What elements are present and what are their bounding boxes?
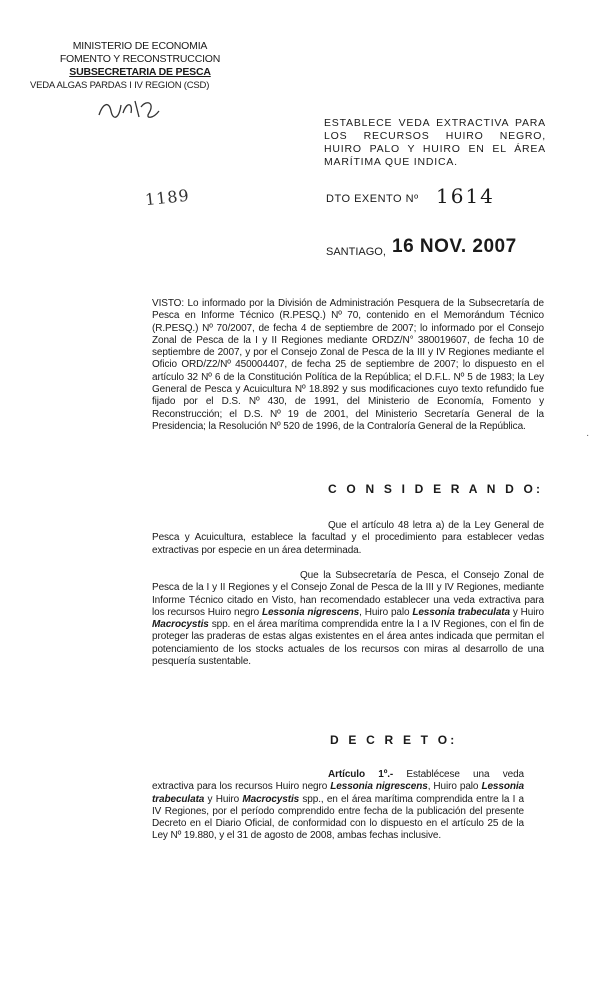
decreto-heading: D E C R E T O: — [330, 733, 458, 747]
considerando-paragraph-2 — [152, 570, 544, 668]
ministry-subname: FOMENTO Y RECONSTRUCCION — [59, 53, 221, 65]
article-1-label: Artículo 1º.- — [328, 769, 394, 780]
species-name: Lessonia trabeculata — [152, 781, 525, 805]
article-1-text-d: spp., en el área marítima comprendida entre la I a IV Regiones, por el período comprendido entre fecha de la publicación del presente Decreto en el Diario Oficial, de conformidad con lo dispuesto en el artículo 25 de la Ley Nº 19.880, y el 31 de agosto de 2008, ambas fechas inclusive. — [152, 793, 524, 842]
article-1-paragraph — [152, 769, 524, 843]
visto-paragraph: VISTO: Lo informado por la División de Administración Pesquera de la Subsecretaría de Pesca en Informe Técnico (R.PESQ.) Nº 70, contenido en el Memorándum Técnico (R.PESQ.) Nº 70/2007, de fecha 4 de septiembre de 2007; lo informado por el Consejo Zonal de Pesca de la I y II Regiones mediante ORDZ/N° 380019607, de fecha 10 de septiembre de 2007, y por el Consejo Zonal de Pesca de la III y IV Regiones mediante el Oficio ORD/Z2/Nº 450004407, de fecha 25 de septiembre de 2007; lo dispuesto en el artículo 32 Nº 6 de la Constitución Política de la República; el D.F.L. Nº 5 de 1983; la Ley General de Pesca y Acuicultura Nº 18.892 y sus modificaciones cuyo texto refundido fue fijado por el D.S. Nº 430, de 1991, del Ministerio de Economía, Fomento y Reconstrucción; el D.S. Nº 19 de 2001, del Ministerio Secretaría General de la Presidencia; la Resolución Nº 520 de 1996, de la Contraloría General de la República. — [152, 298, 544, 432]
article-1-text-b: , Huiro palo — [427, 781, 482, 793]
date-city: SANTIAGO, — [326, 246, 386, 258]
considerando-heading: C O N S I D E R A N D O: — [328, 482, 544, 496]
considerando-paragraph-1 — [152, 520, 544, 557]
file-reference: VEDA ALGAS PARDAS I IV REGION (CSD) — [30, 80, 210, 91]
margin-mark: · — [586, 430, 590, 441]
decree-number: 1614 — [436, 184, 495, 208]
ministry-header — [30, 40, 250, 92]
decree-subject: ESTABLECE VEDA EXTRACTIVA PARA LOS RECURSOS HUIRO NEGRO, HUIRO PALO Y HUIRO EN EL ÁREA MARÍTIMA QUE INDICA. — [324, 117, 546, 168]
article-1-text-c: y Huiro — [204, 793, 243, 805]
handwritten-initials-icon — [95, 93, 165, 123]
species-name: Lessonia trabeculata — [412, 606, 510, 618]
subsecretaria-name: SUBSECRETARIA DE PESCA — [69, 66, 211, 78]
considerando-1-text: Que el artículo 48 letra a) de la Ley General de Pesca y Acuicultura, establece la facultad y el procedimiento para establecer vedas extractivas por especie en un área determinada. — [152, 520, 544, 556]
considerando-2-text-b: , Huiro palo — [359, 606, 413, 618]
considerando-2-text-c: y Huiro — [510, 606, 545, 618]
species-name: Macrocystis — [242, 793, 300, 805]
species-name: Macrocystis — [152, 619, 209, 631]
decree-label: DTO EXENTO Nº — [326, 193, 419, 205]
considerando-2-text-a: Que la Subsecretaría de Pesca, el Consejo Zonal de Pesca de la I y II Regiones y el Consejo Zonal de Pesca de la III y IV Regiones, mediante Informe Técnico citado en Visto, han recomendado establecer una veda extractiva para los recursos Huiro negro — [152, 570, 544, 618]
species-name: Lessonia nigrescens — [261, 606, 360, 618]
species-name: Lessonia nigrescens — [330, 781, 428, 793]
date-stamp: 16 NOV. 2007 — [392, 236, 517, 257]
handwritten-file-number: 1189 — [144, 185, 191, 210]
article-1-text-a: Establécese una veda extractiva para los recursos Huiro negro — [152, 769, 524, 793]
ministry-name: MINISTERIO DE ECONOMIA — [72, 40, 208, 52]
considerando-2-text-d: spp. en el área marítima comprendida entre la I a IV Regiones, con el fin de proteger las praderas de estas algas existentes en el área antes indicada que permitan el potenciamiento de los stocks actuales de los recursos con miras al desarrollo de una pesquería sustentable. — [152, 619, 544, 668]
